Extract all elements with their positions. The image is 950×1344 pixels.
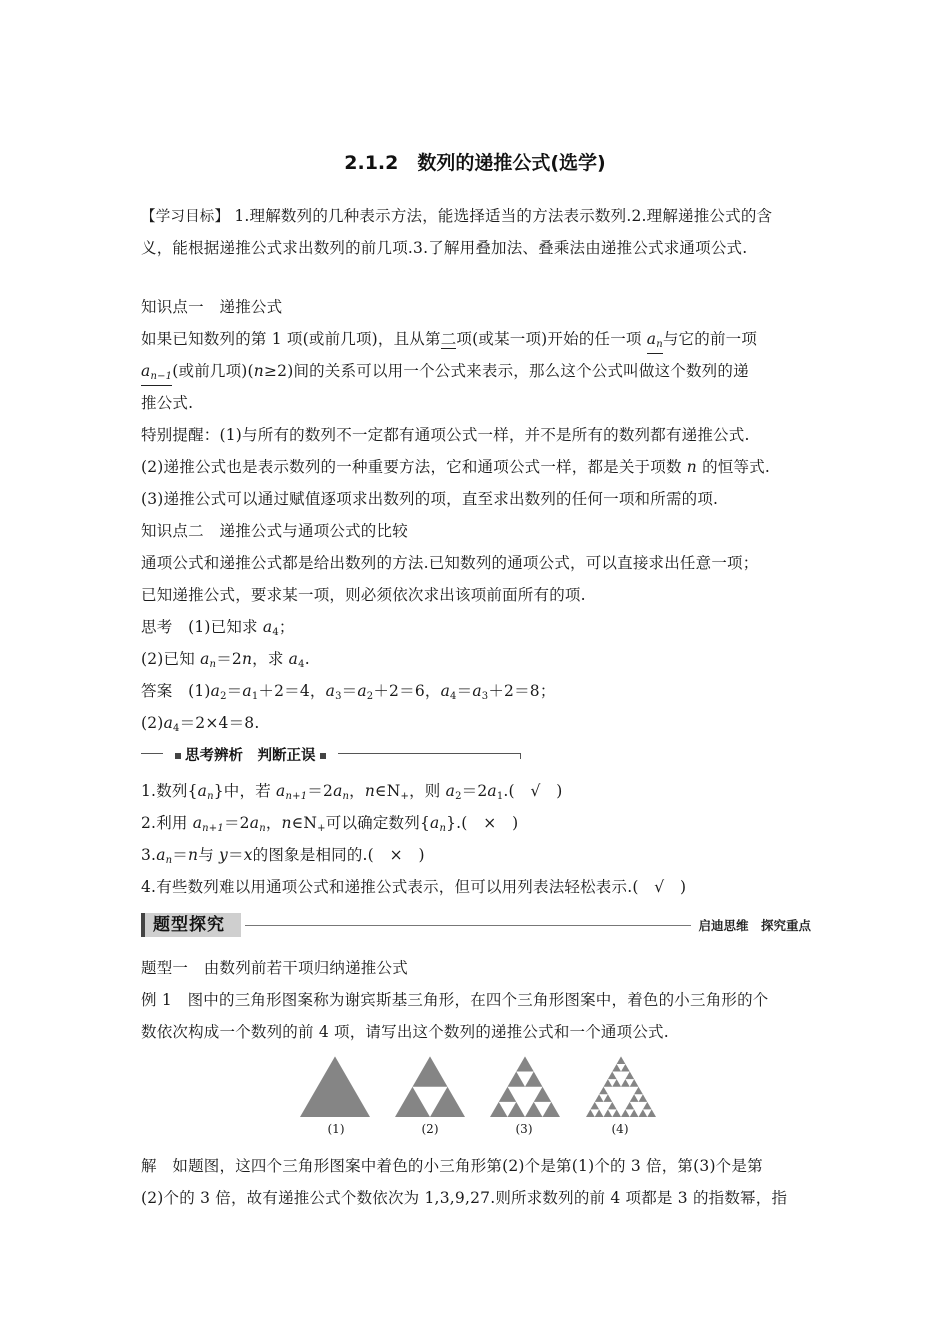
caption-2: (2) — [421, 1122, 439, 1136]
think-q2: (2)已知 $a_n=2n$，求 $a_4$. — [141, 650, 310, 670]
objectives-line-2: 义，能根据递推公式求出数列的前几项.3.了解用叠加法、叠乘法由递推公式求通项公式. — [141, 239, 748, 257]
shaded-triangle-4 — [621, 1109, 630, 1117]
shaded-triangle-4 — [612, 1064, 621, 1072]
section-band — [141, 910, 811, 940]
shaded-triangle-4 — [630, 1094, 639, 1102]
judge-item-3: $3.a_n=n$与 y＝x的图象是相同的.( × ) — [141, 846, 425, 866]
shaded-triangle-4 — [621, 1064, 630, 1072]
caption-4: (4) — [611, 1122, 629, 1136]
objectives-line-1: 【学习目标】 1.理解数列的几种表示方法，能选择适当的方法表示数列.2.理解递推公式的含 — [141, 207, 773, 225]
judge-item-1: 1.数列$\{a_n\}$中，若 $a_{n+1}=2a_n$，$n\in N_+$，则 $a_2=2a_1$.( √ ) — [141, 782, 563, 802]
blank-an-1: $a_{n-1}$ — [141, 363, 172, 386]
shaded-triangle-2 — [395, 1087, 430, 1117]
shaded-triangle-3 — [508, 1072, 526, 1087]
kp1-line-1: 如果已知数列的第 1 项(或前几项)，且从第二项(或某一项)开始的任一项 $a_n$与它的前一项 — [141, 329, 811, 354]
shaded-triangle-4 — [604, 1094, 613, 1102]
kp2-heading: 知识点二 递推公式与通项公式的比较 — [141, 522, 408, 540]
shaded-triangle-3 — [534, 1087, 552, 1102]
think-q1: 思考 (1)已知求 $a_4$； — [141, 618, 295, 638]
kp2-line-2: 已知递推公式，要求某一项，则必须依次求出该项前面所有的项. — [141, 586, 586, 604]
example-1-line-2: 数依次构成一个数列的前 4 项，请写出这个数列的递推公式和一个通项公式. — [141, 1023, 669, 1041]
tip-2: (2)递推公式也是表示数列的一种重要方法，它和通项公式一样，都是关于项数 n 的恒等式. — [141, 458, 771, 476]
caption-3: (3) — [515, 1122, 533, 1136]
caption-1: (1) — [327, 1122, 345, 1136]
shaded-triangle-1 — [300, 1056, 370, 1117]
type1-heading: 题型一 由数列前若干项归纳递推公式 — [141, 959, 408, 977]
shaded-triangle-3 — [525, 1102, 543, 1117]
blank-an: $a_n$ — [647, 331, 663, 354]
shaded-triangle-4 — [630, 1109, 639, 1117]
shaded-triangle-3 — [516, 1056, 534, 1071]
kp1-heading: 知识点一 递推公式 — [141, 298, 283, 316]
judge-header — [141, 741, 521, 767]
shaded-triangle-4 — [625, 1072, 634, 1080]
shaded-triangle-4 — [612, 1079, 621, 1087]
shaded-triangle-4 — [608, 1072, 617, 1080]
kp1-line-3: 推公式. — [141, 394, 194, 412]
shaded-triangle-4 — [630, 1079, 639, 1087]
shaded-triangle-4 — [586, 1109, 595, 1117]
kp1-line-2: $a_{n-1}$(或前几项)(n≥2)间的关系可以用一个公式来表示，那么这个公式叫做这个数列的递 — [141, 361, 811, 386]
square-bullet-icon — [320, 753, 326, 759]
shaded-triangle-2 — [413, 1056, 448, 1086]
answer-1: 答案 $(1)a_2=a_1+2=4$，$a_3=a_2+2=6$，$a_4=a_3+2=8$； — [141, 682, 556, 702]
shaded-triangle-3 — [508, 1102, 526, 1117]
shaded-triangle-4 — [604, 1109, 613, 1117]
judge-header-cap — [511, 753, 521, 759]
blank-answer: 二 — [440, 330, 457, 348]
answer-2: $(2)a_4=2\times 4=8$. — [141, 714, 260, 734]
shaded-triangle-4 — [647, 1109, 656, 1117]
shaded-triangle-4 — [621, 1079, 630, 1087]
shaded-triangle-2 — [430, 1087, 465, 1117]
shaded-triangle-4 — [595, 1109, 604, 1117]
section-header: 题型探究 — [141, 913, 241, 937]
tip-3: (3)递推公式可以通过赋值逐项求出数列的项，直至求出数列的任何一项和所需的项. — [141, 490, 719, 508]
tip-1: 特别提醒：(1)与所有的数列不一定都有通项公式一样，并不是所有的数列都有递推公式. — [141, 426, 750, 444]
shaded-triangle-4 — [625, 1102, 634, 1110]
shaded-triangle-4 — [643, 1102, 652, 1110]
judge-item-2: 2.利用 $a_{n+1}=2a_n$，$n\in N_+$可以确定数列$\{a_n\}$.( × ) — [141, 814, 519, 834]
shaded-triangle-4 — [590, 1102, 599, 1110]
solution-line-2: (2)个的 3 倍，故有递推公式个数依次为 1,3,9,27.则所求数列的前 4 项都是 3 的指数幂，指 — [141, 1189, 788, 1207]
shaded-triangle-4 — [612, 1109, 621, 1117]
shaded-triangle-3 — [543, 1102, 561, 1117]
shaded-triangle-4 — [639, 1109, 648, 1117]
shaded-triangle-3 — [499, 1087, 517, 1102]
shaded-triangle-4 — [604, 1079, 613, 1087]
shaded-triangle-4 — [639, 1094, 648, 1102]
shaded-triangle-4 — [595, 1094, 604, 1102]
judge-item-4: 4.有些数列难以用通项公式和递推公式表示，但可以用列表法轻松表示.( √ ) — [141, 878, 687, 896]
shaded-triangle-4 — [634, 1087, 643, 1095]
square-bullet-icon — [175, 753, 181, 759]
section-subtitle: 启迪思维 探究重点 — [698, 918, 811, 933]
shaded-triangle-4 — [617, 1056, 626, 1064]
shaded-triangle-3 — [490, 1102, 508, 1117]
section-rule — [245, 925, 691, 926]
shaded-triangle-3 — [525, 1072, 543, 1087]
kp2-line-1: 通项公式和递推公式都是给出数列的方法.已知数列的通项公式，可以直接求出任意一项； — [141, 554, 759, 572]
objectives-label: 【学习目标】 — [141, 209, 230, 225]
shaded-triangle-4 — [599, 1087, 608, 1095]
page-title: 2.1.2 数列的递推公式(选学) — [344, 152, 606, 174]
shaded-triangle-4 — [608, 1102, 617, 1110]
example-1-line-1: 例 1 图中的三角形图案称为谢宾斯基三角形，在四个三角形图案中，着色的小三角形的个 — [141, 991, 769, 1009]
solution-line-1: 解 如题图，这四个三角形图案中着色的小三角形第(2)个是第(1)个的 3 倍，第(3)个是第 — [141, 1157, 763, 1175]
judge-header-label: 思考辨析 判断正误 — [163, 744, 338, 765]
